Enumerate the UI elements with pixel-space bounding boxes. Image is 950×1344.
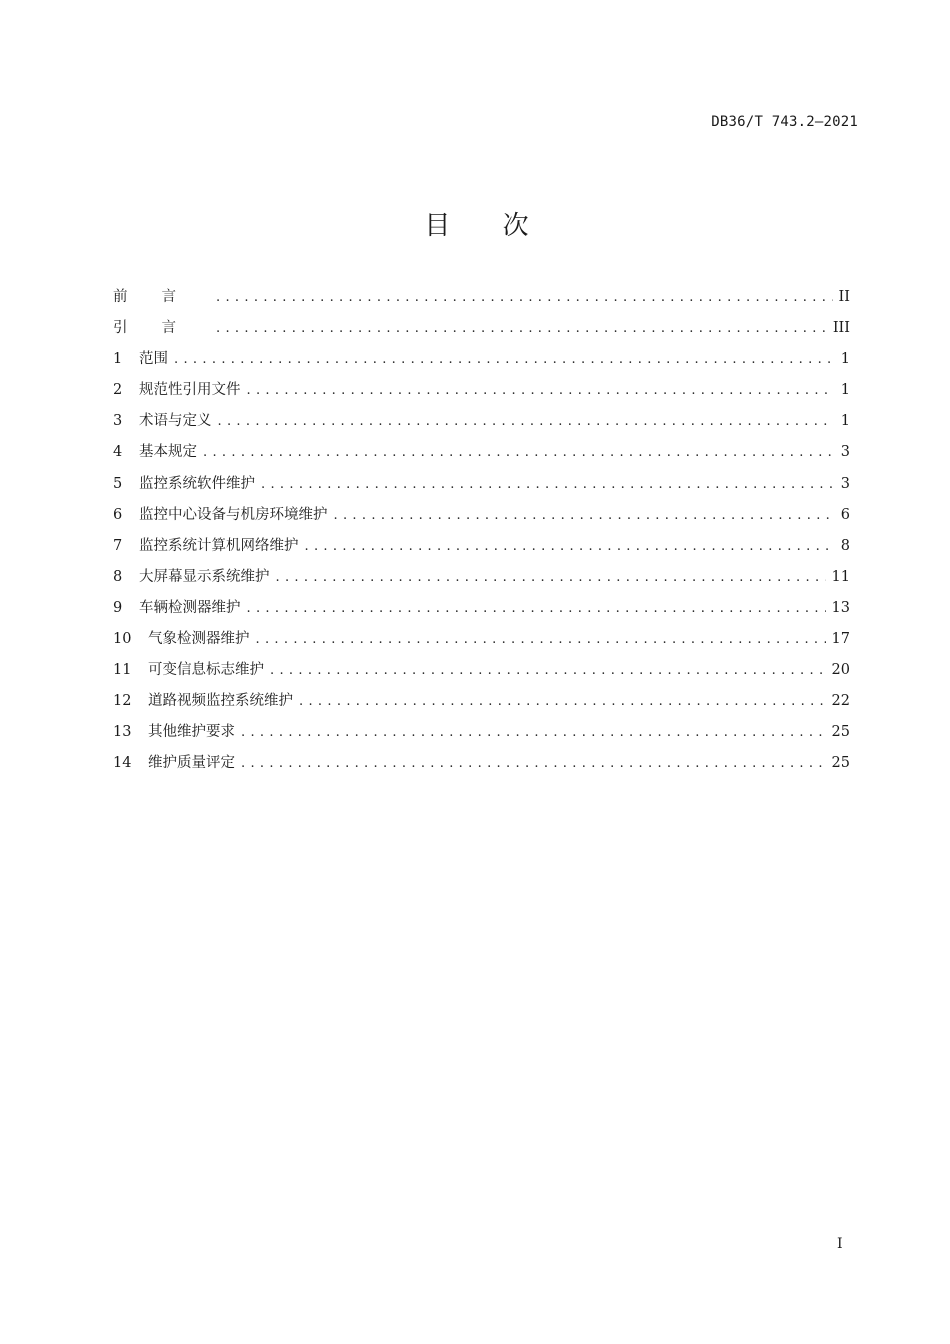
toc-entry-text: 道路视频监控系统维护 <box>148 693 293 710</box>
toc-entry-5[interactable] <box>113 469 850 500</box>
page-title: 目 次 <box>424 211 551 241</box>
document-id: DB36/T 743.2—2021 <box>711 114 858 130</box>
toc-entry-number: 3 <box>113 413 123 430</box>
toc-page-number: 11 <box>831 568 850 585</box>
toc-page-number: 17 <box>831 631 850 648</box>
page-number: I <box>837 1236 843 1252</box>
dot-leader <box>334 500 835 531</box>
toc-entry-number: 4 <box>113 444 123 461</box>
toc-page-number: 25 <box>831 724 850 741</box>
dot-leader <box>241 717 826 748</box>
toc-page-number: 25 <box>831 755 850 772</box>
toc-page-number: 8 <box>840 537 850 554</box>
dot-leader <box>270 655 826 686</box>
toc-entry-text: 大屏幕显示系统维护 <box>139 568 270 585</box>
toc-entry-number: 12 <box>113 693 132 710</box>
dot-leader <box>261 469 834 500</box>
toc-entry-text: 可变信息标志维护 <box>148 662 264 679</box>
toc-entry-number: 8 <box>113 568 123 585</box>
toc-page-number: 1 <box>840 382 850 399</box>
toc-entry-foreword[interactable] <box>113 282 850 313</box>
toc-page-number: 3 <box>840 444 850 461</box>
dot-leader <box>256 624 826 655</box>
toc-page-number: II <box>838 289 850 305</box>
toc-entry-1[interactable] <box>113 344 850 375</box>
toc-entry-number: 11 <box>113 662 132 679</box>
toc-entry-10[interactable] <box>113 624 850 655</box>
toc-entry-number: 13 <box>113 724 132 741</box>
dot-leader <box>276 562 826 593</box>
toc-entry-text: 基本规定 <box>139 444 197 461</box>
toc-entry-text: 监控系统软件维护 <box>139 475 255 492</box>
toc-entry-4[interactable] <box>113 437 850 468</box>
toc-entry-text: 范围 <box>139 351 168 368</box>
dot-leader <box>203 437 834 468</box>
toc-page-number: 6 <box>840 506 850 523</box>
toc-entry-7[interactable] <box>113 531 850 562</box>
dot-leader <box>216 313 827 344</box>
dot-leader <box>218 406 835 437</box>
toc-entry-text: 前言 <box>113 289 210 305</box>
dot-leader <box>216 282 833 313</box>
toc-page-number: 1 <box>840 351 850 368</box>
toc-page-number: III <box>832 320 850 337</box>
toc-entry-12[interactable] <box>113 686 850 717</box>
toc-entry-text: 术语与定义 <box>139 413 212 430</box>
toc-entry-11[interactable] <box>113 655 850 686</box>
toc-page-number: 3 <box>840 475 850 492</box>
toc-entry-text: 引言 <box>113 320 210 337</box>
toc-entry-13[interactable] <box>113 717 850 748</box>
dot-leader <box>247 375 835 406</box>
toc-entry-number: 9 <box>113 599 123 616</box>
toc-entry-number: 10 <box>113 631 132 648</box>
dot-leader <box>247 593 826 624</box>
toc-entry-introduction[interactable] <box>113 313 850 344</box>
toc-entry-number: 14 <box>113 755 132 772</box>
toc-entry-text: 维护质量评定 <box>148 755 235 772</box>
toc-page-number: 20 <box>831 662 850 679</box>
toc-page-number: 13 <box>831 599 850 616</box>
toc-entry-number: 7 <box>113 537 123 554</box>
toc-entry-2[interactable] <box>113 375 850 406</box>
dot-leader <box>305 531 835 562</box>
toc-entry-number: 6 <box>113 506 123 523</box>
toc-entry-text: 车辆检测器维护 <box>139 599 241 616</box>
toc-entry-8[interactable] <box>113 562 850 593</box>
toc-entry-text: 监控系统计算机网络维护 <box>139 537 299 554</box>
toc-entry-9[interactable] <box>113 593 850 624</box>
toc-entry-text: 气象检测器维护 <box>148 631 250 648</box>
toc-page-number: 1 <box>840 413 850 430</box>
toc-entry-number: 2 <box>113 382 123 399</box>
dot-leader <box>241 748 826 779</box>
toc-entry-text: 监控中心设备与机房环境维护 <box>139 506 328 523</box>
toc-page-number: 22 <box>831 693 850 710</box>
dot-leader <box>299 686 826 717</box>
toc-entry-text: 其他维护要求 <box>148 724 235 741</box>
toc-entry-6[interactable] <box>113 500 850 531</box>
toc-entry-text: 规范性引用文件 <box>139 382 241 399</box>
table-of-contents <box>113 282 850 780</box>
toc-entry-number: 5 <box>113 475 123 492</box>
toc-entry-number: 1 <box>113 351 123 368</box>
toc-entry-3[interactable] <box>113 406 850 437</box>
toc-entry-14[interactable] <box>113 748 850 779</box>
dot-leader <box>174 344 834 375</box>
